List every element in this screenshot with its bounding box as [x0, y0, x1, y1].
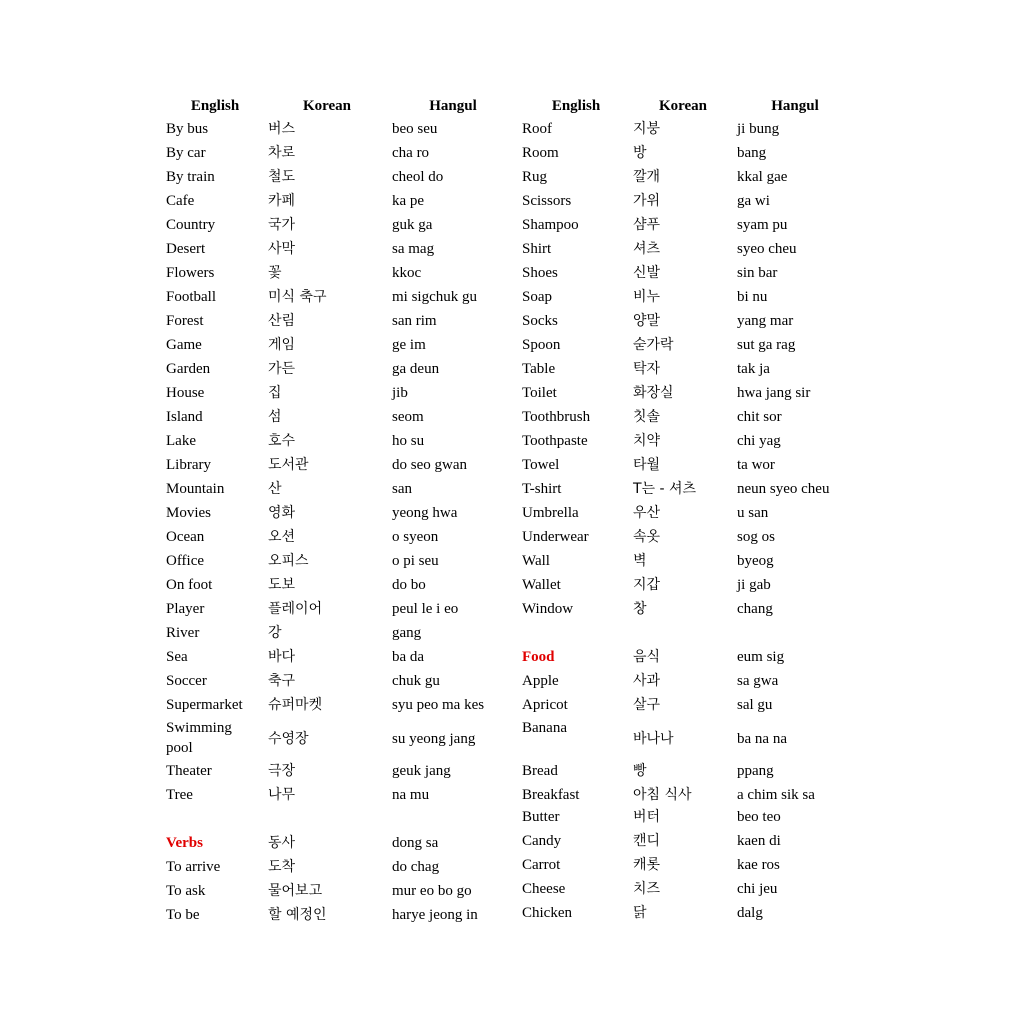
- korean-cell: 속옷: [633, 529, 661, 545]
- korean-cell: 동사: [268, 835, 296, 851]
- korean-cell: 캐롯: [633, 857, 661, 873]
- vocab-row: [166, 550, 506, 574]
- vocab-row: [522, 646, 852, 670]
- english-cell: Shampoo: [522, 217, 579, 233]
- vocab-row: [166, 142, 506, 166]
- korean-cell: 숟가락: [633, 337, 674, 353]
- romanization-cell: yeong hwa: [392, 505, 458, 521]
- romanization-cell: na mu: [392, 787, 430, 803]
- korean-cell: 음식: [633, 649, 661, 665]
- romanization-cell: tak ja: [737, 361, 770, 377]
- vocab-row: [166, 286, 506, 310]
- vocab-row: [522, 830, 852, 854]
- english-cell: Cafe: [166, 193, 195, 209]
- english-cell: To ask: [166, 883, 206, 899]
- vocab-row: [166, 406, 506, 430]
- vocab-row: [522, 502, 852, 526]
- romanization-cell: guk ga: [392, 217, 433, 233]
- english-cell: Butter: [522, 809, 560, 825]
- header-english-right: English: [551, 98, 601, 114]
- vocab-row: [522, 166, 852, 190]
- vocab-row: [166, 454, 506, 478]
- romanization-cell: do chag: [392, 859, 440, 875]
- korean-cell: 우산: [633, 505, 661, 521]
- vocab-row: [166, 358, 506, 382]
- english-cell: By train: [166, 169, 215, 185]
- english-cell: Tree: [166, 787, 193, 803]
- korean-cell: 수영장: [268, 731, 309, 747]
- english-cell: Underwear: [522, 529, 589, 545]
- romanization-cell: sal gu: [737, 697, 773, 713]
- korean-cell: 플레이어: [268, 601, 323, 617]
- romanization-cell: do seo gwan: [392, 457, 467, 473]
- vocab-row: [522, 784, 852, 806]
- english-cell: Breakfast: [522, 787, 580, 803]
- korean-cell: 게임: [268, 337, 296, 353]
- romanization-cell: dong sa: [392, 835, 439, 851]
- korean-cell: 슈퍼마켓: [268, 697, 323, 713]
- korean-cell: 셔츠: [633, 241, 661, 257]
- romanization-cell: eum sig: [737, 649, 785, 665]
- romanization-cell: chuk gu: [392, 673, 440, 689]
- romanization-cell: syeo cheu: [737, 241, 797, 257]
- vocab-row: [522, 214, 852, 238]
- left-vocab-table: [166, 118, 506, 928]
- romanization-cell: chit sor: [737, 409, 782, 425]
- english-cell: Movies: [166, 505, 211, 521]
- vocab-row: [166, 784, 506, 808]
- english-cell: Spoon: [522, 337, 561, 353]
- korean-cell: 바다: [268, 649, 296, 665]
- korean-cell: 가위: [633, 193, 661, 209]
- korean-cell: 극장: [268, 763, 296, 779]
- romanization-cell: u san: [737, 505, 769, 521]
- english-cell: Scissors: [522, 193, 572, 209]
- vocab-row: [522, 902, 852, 926]
- vocab-row: [522, 598, 852, 622]
- english-cell: By car: [166, 145, 206, 161]
- vocab-row: [522, 118, 852, 142]
- romanization-cell: sa mag: [392, 241, 435, 257]
- english-cell: Country: [166, 217, 216, 233]
- vocab-row: [522, 310, 852, 334]
- korean-cell: 탁자: [633, 361, 661, 377]
- korean-cell: 가든: [268, 361, 296, 377]
- vocab-row: [166, 832, 506, 856]
- korean-cell: T는 - 셔츠: [633, 481, 697, 497]
- vocab-row: [522, 806, 852, 830]
- korean-cell: 도서관: [268, 457, 309, 473]
- korean-cell: 빵: [633, 763, 647, 779]
- english-cell: Banana: [522, 720, 567, 736]
- romanization-cell: bi nu: [737, 289, 768, 305]
- vocab-row: [522, 358, 852, 382]
- romanization-cell: do bo: [392, 577, 426, 593]
- korean-cell: 국가: [268, 217, 296, 233]
- korean-cell: 미식 축구: [268, 289, 327, 305]
- romanization-cell: ho su: [392, 433, 425, 449]
- korean-cell: 화장실: [633, 385, 674, 401]
- romanization-cell: syu peo ma kes: [392, 697, 485, 713]
- korean-cell: 양말: [633, 313, 661, 329]
- vocab-row: [522, 238, 852, 262]
- romanization-cell: ba na na: [737, 731, 787, 747]
- english-cell: Wall: [522, 553, 550, 569]
- korean-cell: 카페: [268, 193, 296, 209]
- english-cell: Window: [522, 601, 574, 617]
- korean-cell: 나무: [268, 787, 296, 803]
- english-cell: Supermarket: [166, 697, 243, 713]
- vocab-row: [522, 550, 852, 574]
- romanization-cell: ka pe: [392, 193, 425, 209]
- english-cell: Apple: [522, 673, 559, 689]
- romanization-cell: sin bar: [737, 265, 778, 281]
- romanization-cell: ppang: [737, 763, 774, 779]
- english-cell: Lake: [166, 433, 196, 449]
- english-cell: Ocean: [166, 529, 205, 545]
- vocab-row: [522, 142, 852, 166]
- romanization-cell: cha ro: [392, 145, 430, 161]
- romanization-cell: yang mar: [737, 313, 794, 329]
- korean-cell: 치즈: [633, 881, 661, 897]
- vocab-row: [522, 406, 852, 430]
- english-cell: On foot: [166, 577, 213, 593]
- english-cell: Forest: [166, 313, 204, 329]
- english-cell: Soccer: [166, 673, 207, 689]
- english-cell: To arrive: [166, 859, 221, 875]
- vocab-row: [166, 166, 506, 190]
- english-cell: Game: [166, 337, 202, 353]
- header-korean-left: Korean: [302, 98, 352, 114]
- vocab-row: [166, 646, 506, 670]
- vocab-row: [166, 118, 506, 142]
- romanization-cell: ge im: [392, 337, 426, 353]
- english-cell: Chicken: [522, 905, 572, 921]
- romanization-cell: jib: [392, 385, 408, 401]
- romanization-cell: su yeong jang: [392, 731, 476, 747]
- english-cell: Office: [166, 553, 205, 569]
- romanization-cell: a chim sik sa: [737, 787, 815, 803]
- korean-cell: 벽: [633, 553, 647, 569]
- english-cell: Rug: [522, 169, 548, 185]
- korean-cell: 방: [633, 145, 647, 161]
- korean-cell: 버터: [633, 809, 661, 825]
- english-cell: Soap: [522, 289, 552, 305]
- english-cell: Mountain: [166, 481, 225, 497]
- vocab-row: [166, 214, 506, 238]
- romanization-cell: mur eo bo go: [392, 883, 472, 899]
- english-cell: Football: [166, 289, 217, 305]
- korean-cell: 지붕: [633, 121, 661, 137]
- vocab-row: [166, 808, 506, 832]
- korean-cell: 닭: [633, 905, 647, 921]
- english-cell: Toilet: [522, 385, 557, 401]
- section-title: Food: [522, 649, 555, 665]
- korean-cell: 할 예정인: [268, 907, 327, 923]
- romanization-cell: kkal gae: [737, 169, 788, 185]
- romanization-cell: hwa jang sir: [737, 385, 811, 401]
- korean-cell: 창: [633, 601, 647, 617]
- korean-cell: 바나나: [633, 731, 674, 747]
- vocab-row: [166, 382, 506, 406]
- korean-cell: 오피스: [268, 553, 309, 569]
- english-cell: Wallet: [522, 577, 561, 593]
- english-cell: Room: [522, 145, 559, 161]
- romanization-cell: kaen di: [737, 833, 781, 849]
- english-cell: Desert: [166, 241, 206, 257]
- romanization-cell: chi jeu: [737, 881, 778, 897]
- header-hangul-left: Hangul: [429, 98, 477, 114]
- romanization-cell: gang: [392, 625, 422, 641]
- english-cell: House: [166, 385, 205, 401]
- vocab-row: [522, 478, 852, 502]
- english-cell: Umbrella: [522, 505, 579, 521]
- english-cell: By bus: [166, 121, 209, 137]
- english-cell: Swimming pool: [166, 720, 232, 756]
- romanization-cell: byeog: [737, 553, 774, 569]
- section-title: Verbs: [166, 835, 203, 851]
- vocab-row: [522, 878, 852, 902]
- vocab-row: [166, 478, 506, 502]
- romanization-cell: geuk jang: [392, 763, 451, 779]
- korean-cell: 캔디: [633, 833, 661, 849]
- vocab-row: [522, 694, 852, 718]
- vocab-row: [166, 262, 506, 286]
- korean-cell: 산: [268, 481, 282, 497]
- english-cell: Shoes: [522, 265, 558, 281]
- romanization-cell: harye jeong in: [392, 907, 478, 923]
- romanization-cell: syam pu: [737, 217, 788, 233]
- english-cell: To be: [166, 907, 200, 923]
- english-cell: T-shirt: [522, 481, 562, 497]
- korean-cell: 강: [268, 625, 282, 641]
- english-cell: Socks: [522, 313, 558, 329]
- english-cell: Shirt: [522, 241, 552, 257]
- vocab-row: [166, 760, 506, 784]
- korean-cell: 비누: [633, 289, 661, 305]
- korean-cell: 집: [268, 385, 282, 401]
- vocab-row: [522, 454, 852, 478]
- vocab-row: [522, 382, 852, 406]
- vocab-row: [166, 880, 506, 904]
- korean-cell: 깔개: [633, 169, 661, 185]
- english-cell: Roof: [522, 121, 552, 137]
- vocab-row: [166, 718, 506, 760]
- vocab-row: [522, 334, 852, 358]
- vocab-row: [522, 718, 852, 760]
- english-cell: Library: [166, 457, 211, 473]
- romanization-cell: sa gwa: [737, 673, 779, 689]
- vocab-row: [522, 854, 852, 878]
- vocab-row: [522, 574, 852, 598]
- korean-cell: 축구: [268, 673, 296, 689]
- vocab-row: [522, 670, 852, 694]
- korean-cell: 사막: [268, 241, 296, 257]
- vocab-row: [166, 694, 506, 718]
- romanization-cell: kkoc: [392, 265, 422, 281]
- vocab-row: [166, 526, 506, 550]
- romanization-cell: seom: [392, 409, 424, 425]
- korean-cell: 물어보고: [268, 883, 323, 899]
- romanization-cell: cheol do: [392, 169, 444, 185]
- vocab-row: [166, 310, 506, 334]
- vocab-row: [166, 598, 506, 622]
- vocab-row: [522, 190, 852, 214]
- header-korean-right: Korean: [658, 98, 708, 114]
- korean-cell: 살구: [633, 697, 661, 713]
- romanization-cell: ji bung: [737, 121, 780, 137]
- romanization-cell: beo teo: [737, 809, 781, 825]
- romanization-cell: dalg: [737, 905, 763, 921]
- english-cell: Island: [166, 409, 203, 425]
- romanization-cell: o syeon: [392, 529, 439, 545]
- romanization-cell: san: [392, 481, 412, 497]
- korean-cell: 오션: [268, 529, 296, 545]
- english-cell: Apricot: [522, 697, 568, 713]
- english-cell: Bread: [522, 763, 558, 779]
- korean-cell: 꽃: [268, 265, 282, 281]
- korean-cell: 영화: [268, 505, 296, 521]
- romanization-cell: ba da: [392, 649, 425, 665]
- header-hangul-right: Hangul: [771, 98, 819, 114]
- korean-cell: 지갑: [633, 577, 661, 593]
- korean-cell: 섬: [268, 409, 282, 425]
- vocab-row: [166, 238, 506, 262]
- english-cell: Towel: [522, 457, 560, 473]
- vocab-row: [166, 430, 506, 454]
- romanization-cell: ga wi: [737, 193, 770, 209]
- vocab-row: [166, 574, 506, 598]
- korean-cell: 신발: [633, 265, 661, 281]
- english-cell: Candy: [522, 833, 562, 849]
- korean-cell: 사과: [633, 673, 661, 689]
- romanization-cell: mi sigchuk gu: [392, 289, 477, 305]
- korean-cell: 산림: [268, 313, 296, 329]
- romanization-cell: kae ros: [737, 857, 780, 873]
- english-cell: Player: [166, 601, 205, 617]
- romanization-cell: chang: [737, 601, 773, 617]
- vocab-row: [166, 502, 506, 526]
- english-cell: River: [166, 625, 200, 641]
- korean-cell: 샴푸: [633, 217, 661, 233]
- korean-cell: 철도: [268, 169, 296, 185]
- romanization-cell: san rim: [392, 313, 437, 329]
- english-cell: Carrot: [522, 857, 561, 873]
- korean-cell: 차로: [268, 145, 296, 161]
- korean-cell: 도착: [268, 859, 296, 875]
- korean-cell: 아침 식사: [633, 787, 692, 803]
- korean-cell: 타월: [633, 457, 661, 473]
- vocab-row: [522, 622, 852, 646]
- korean-cell: 칫솔: [633, 409, 661, 425]
- romanization-cell: peul le i eo: [392, 601, 459, 617]
- vocab-row: [166, 670, 506, 694]
- korean-cell: 호수: [268, 433, 296, 449]
- vocab-row: [166, 856, 506, 880]
- english-cell: Garden: [166, 361, 211, 377]
- romanization-cell: ga deun: [392, 361, 440, 377]
- korean-cell: 치약: [633, 433, 661, 449]
- vocab-row: [166, 334, 506, 358]
- english-cell: Table: [522, 361, 556, 377]
- vocab-row: [522, 526, 852, 550]
- english-cell: Toothpaste: [522, 433, 588, 449]
- header-english-left: English: [190, 98, 240, 114]
- right-vocab-table: [522, 118, 852, 926]
- english-cell: Flowers: [166, 265, 215, 281]
- vocab-row: [522, 286, 852, 310]
- romanization-cell: o pi seu: [392, 553, 439, 569]
- english-cell: Sea: [166, 649, 188, 665]
- korean-cell: 도보: [268, 577, 296, 593]
- romanization-cell: bang: [737, 145, 767, 161]
- english-cell: Toothbrush: [522, 409, 591, 425]
- vocab-row: [166, 904, 506, 928]
- romanization-cell: ji gab: [737, 577, 771, 593]
- romanization-cell: neun syeo cheu: [737, 481, 830, 497]
- vocab-row: [522, 760, 852, 784]
- romanization-cell: chi yag: [737, 433, 781, 449]
- english-cell: Theater: [166, 763, 212, 779]
- vocab-row: [522, 262, 852, 286]
- vocab-row: [522, 430, 852, 454]
- english-cell: Cheese: [522, 881, 566, 897]
- vocab-row: [166, 622, 506, 646]
- romanization-cell: sog os: [737, 529, 775, 545]
- korean-cell: 버스: [268, 121, 296, 137]
- romanization-cell: sut ga rag: [737, 337, 796, 353]
- romanization-cell: beo seu: [392, 121, 438, 137]
- vocab-row: [166, 190, 506, 214]
- romanization-cell: ta wor: [737, 457, 775, 473]
